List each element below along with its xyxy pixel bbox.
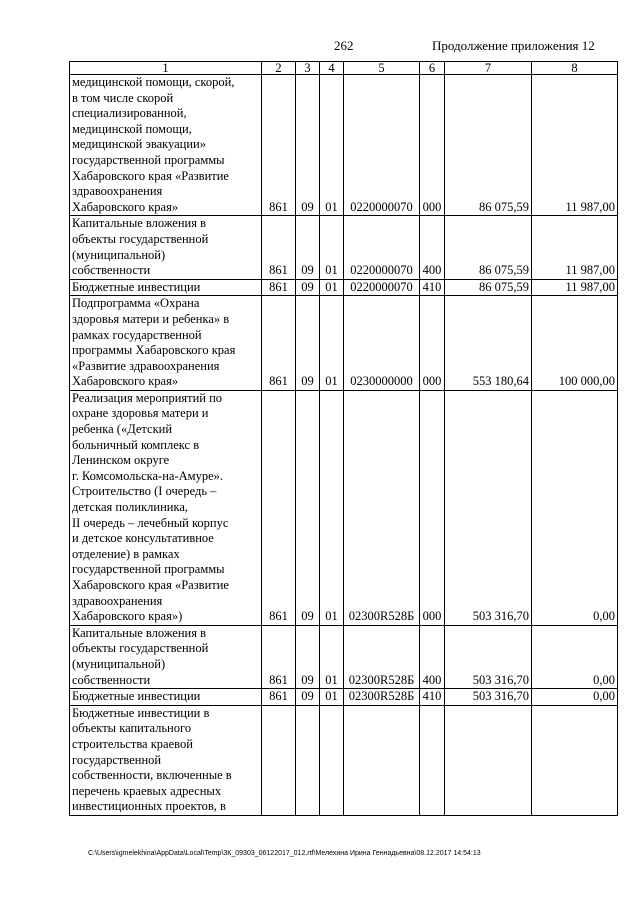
page-number: 262 <box>334 38 354 53</box>
code-target-article: 0220000070 <box>344 216 420 279</box>
code-subsection <box>320 705 344 815</box>
description-line: Бюджетные инвестиции в <box>72 705 210 720</box>
amount-2019: 11 987,00 <box>532 279 618 296</box>
code-section: 09 <box>296 75 320 216</box>
description-line: детская поликлиника, <box>72 500 189 515</box>
description-line: рамках государственной <box>72 327 202 342</box>
amount-2019: 11 987,00 <box>532 75 618 216</box>
table-row <box>70 216 618 279</box>
description-line: Хабаровского края «Развитие <box>72 578 229 592</box>
description-line: программы Хабаровского края <box>72 343 236 358</box>
code-glava: 861 <box>262 216 296 279</box>
description-line: Бюджетные инвестиции <box>72 279 201 294</box>
code-target-article: 02300R528Б <box>344 390 420 625</box>
code-expense-type: 400 <box>420 216 445 279</box>
code-glava <box>262 705 296 815</box>
table-row <box>70 705 618 815</box>
description-line: «Развитие здравоохранения <box>72 358 220 373</box>
code-expense-type <box>420 705 445 815</box>
description-line: больничный комплекс в <box>72 437 200 452</box>
description-line: объекты капитального <box>72 721 192 736</box>
description-line: медицинской эвакуации» <box>72 137 206 152</box>
column-header: 6 <box>420 62 445 75</box>
column-header: 8 <box>532 62 618 75</box>
code-target-article: 02300R528Б <box>344 625 420 688</box>
description-line: специализированной, <box>72 106 187 121</box>
row-description <box>70 75 262 216</box>
amount-2018: 86 075,59 <box>445 279 532 296</box>
description-line: здравоохранения <box>72 184 163 199</box>
amount-2019: 100 000,00 <box>532 296 618 391</box>
column-header: 4 <box>320 62 344 75</box>
code-subsection: 01 <box>320 625 344 688</box>
description-line: Капитальные вложения в <box>72 216 206 231</box>
code-subsection: 01 <box>320 279 344 296</box>
code-glava: 861 <box>262 279 296 296</box>
description-line: Бюджетные инвестиции <box>72 689 201 704</box>
code-target-article: 02300R528Б <box>344 689 420 706</box>
column-header: 2 <box>262 62 296 75</box>
appendix-title: Продолжение приложения 12 <box>432 38 595 53</box>
row-description <box>70 279 262 296</box>
code-expense-type: 410 <box>420 689 445 706</box>
description-line: II очередь – лечебный корпус <box>72 515 229 530</box>
description-line: Капитальные вложения в <box>72 625 206 640</box>
table-row <box>70 689 618 706</box>
description-line: в том числе скорой <box>72 90 174 105</box>
code-glava: 861 <box>262 689 296 706</box>
code-expense-type: 400 <box>420 625 445 688</box>
description-line: государственной программы <box>72 562 225 577</box>
code-target-article: 0230000000 <box>344 296 420 391</box>
code-section: 09 <box>296 279 320 296</box>
amount-2019: 0,00 <box>532 625 618 688</box>
code-section: 09 <box>296 689 320 706</box>
description-line: собственности <box>72 672 151 687</box>
row-description <box>70 689 262 706</box>
table-row <box>70 296 618 391</box>
code-section <box>296 705 320 815</box>
code-section: 09 <box>296 296 320 391</box>
code-subsection: 01 <box>320 75 344 216</box>
row-description <box>70 705 262 815</box>
column-header: 5 <box>344 62 420 75</box>
code-target-article <box>344 705 420 815</box>
description-line: Реализация мероприятий по <box>72 390 223 405</box>
code-section: 09 <box>296 216 320 279</box>
description-line: и детское консультативное <box>72 531 214 546</box>
description-line: объекты государственной <box>72 231 209 246</box>
description-line: собственности <box>72 263 151 278</box>
description-line: Хабаровского края «Развитие <box>72 168 229 183</box>
table-row <box>70 279 618 296</box>
description-line: (муниципальной) <box>72 247 166 262</box>
code-subsection: 01 <box>320 689 344 706</box>
code-glava: 861 <box>262 296 296 391</box>
amount-2018 <box>445 705 532 815</box>
row-description <box>70 625 262 688</box>
description-line: отделение) в рамках <box>72 546 180 561</box>
column-header: 1 <box>70 62 262 75</box>
amount-2018: 503 316,70 <box>445 625 532 688</box>
description-line: охране здоровья матери и <box>72 406 209 421</box>
description-line: г. Комсомольска-на-Амуре». <box>72 468 224 483</box>
amount-2019: 0,00 <box>532 689 618 706</box>
row-description <box>70 390 262 625</box>
code-expense-type: 000 <box>420 75 445 216</box>
table-row <box>70 390 618 625</box>
description-line: перечень краевых адресных <box>72 783 222 798</box>
description-line: медицинской помощи, <box>72 121 192 136</box>
budget-table <box>69 61 618 816</box>
code-subsection: 01 <box>320 216 344 279</box>
amount-2019: 0,00 <box>532 390 618 625</box>
amount-2019: 11 987,00 <box>532 216 618 279</box>
amount-2019 <box>532 705 618 815</box>
amount-2018: 503 316,70 <box>445 689 532 706</box>
code-section: 09 <box>296 625 320 688</box>
row-description <box>70 216 262 279</box>
description-line: Хабаровского края») <box>72 609 183 624</box>
row-description <box>70 296 262 391</box>
amount-2018: 86 075,59 <box>445 216 532 279</box>
amount-2018: 503 316,70 <box>445 390 532 625</box>
column-header: 3 <box>296 62 320 75</box>
file-path-footer: C:\Users\igmelekhina\AppData\Local\Temp\3К_09303_06122017_012.rtf\Мелехина Ирина Геннадьевна\08.12.2017 14:54:13 <box>88 850 481 857</box>
description-line: инвестиционных проектов, в <box>72 799 226 814</box>
description-line: Хабаровского края» <box>72 374 179 389</box>
amount-2018: 86 075,59 <box>445 75 532 216</box>
code-subsection: 01 <box>320 390 344 625</box>
description-line: ребенка («Детский <box>72 422 173 437</box>
table-row <box>70 75 618 216</box>
code-target-article: 0220000070 <box>344 279 420 296</box>
description-line: объекты государственной <box>72 641 209 656</box>
description-line: здравоохранения <box>72 593 163 608</box>
amount-2018: 553 180,64 <box>445 296 532 391</box>
description-line: Подпрограмма «Охрана <box>72 296 200 311</box>
code-expense-type: 000 <box>420 390 445 625</box>
description-line: Ленинском округе <box>72 453 170 468</box>
table-header-row <box>70 62 618 75</box>
column-header: 7 <box>445 62 532 75</box>
code-glava: 861 <box>262 390 296 625</box>
description-line: медицинской помощи, скорой, <box>72 75 235 89</box>
description-line: государственной <box>72 752 162 767</box>
code-expense-type: 000 <box>420 296 445 391</box>
code-section: 09 <box>296 390 320 625</box>
code-glava: 861 <box>262 75 296 216</box>
description-line: строительства краевой <box>72 736 193 751</box>
table-row <box>70 625 618 688</box>
description-line: Хабаровского края» <box>72 199 179 214</box>
description-line: государственной программы <box>72 152 225 167</box>
description-line: Строительство (I очередь – <box>72 484 217 499</box>
description-line: здоровья матери и ребенка» в <box>72 311 230 326</box>
code-subsection: 01 <box>320 296 344 391</box>
code-expense-type: 410 <box>420 279 445 296</box>
code-target-article: 0220000070 <box>344 75 420 216</box>
description-line: (муниципальной) <box>72 656 166 671</box>
code-glava: 861 <box>262 625 296 688</box>
description-line: собственности, включенные в <box>72 768 232 783</box>
